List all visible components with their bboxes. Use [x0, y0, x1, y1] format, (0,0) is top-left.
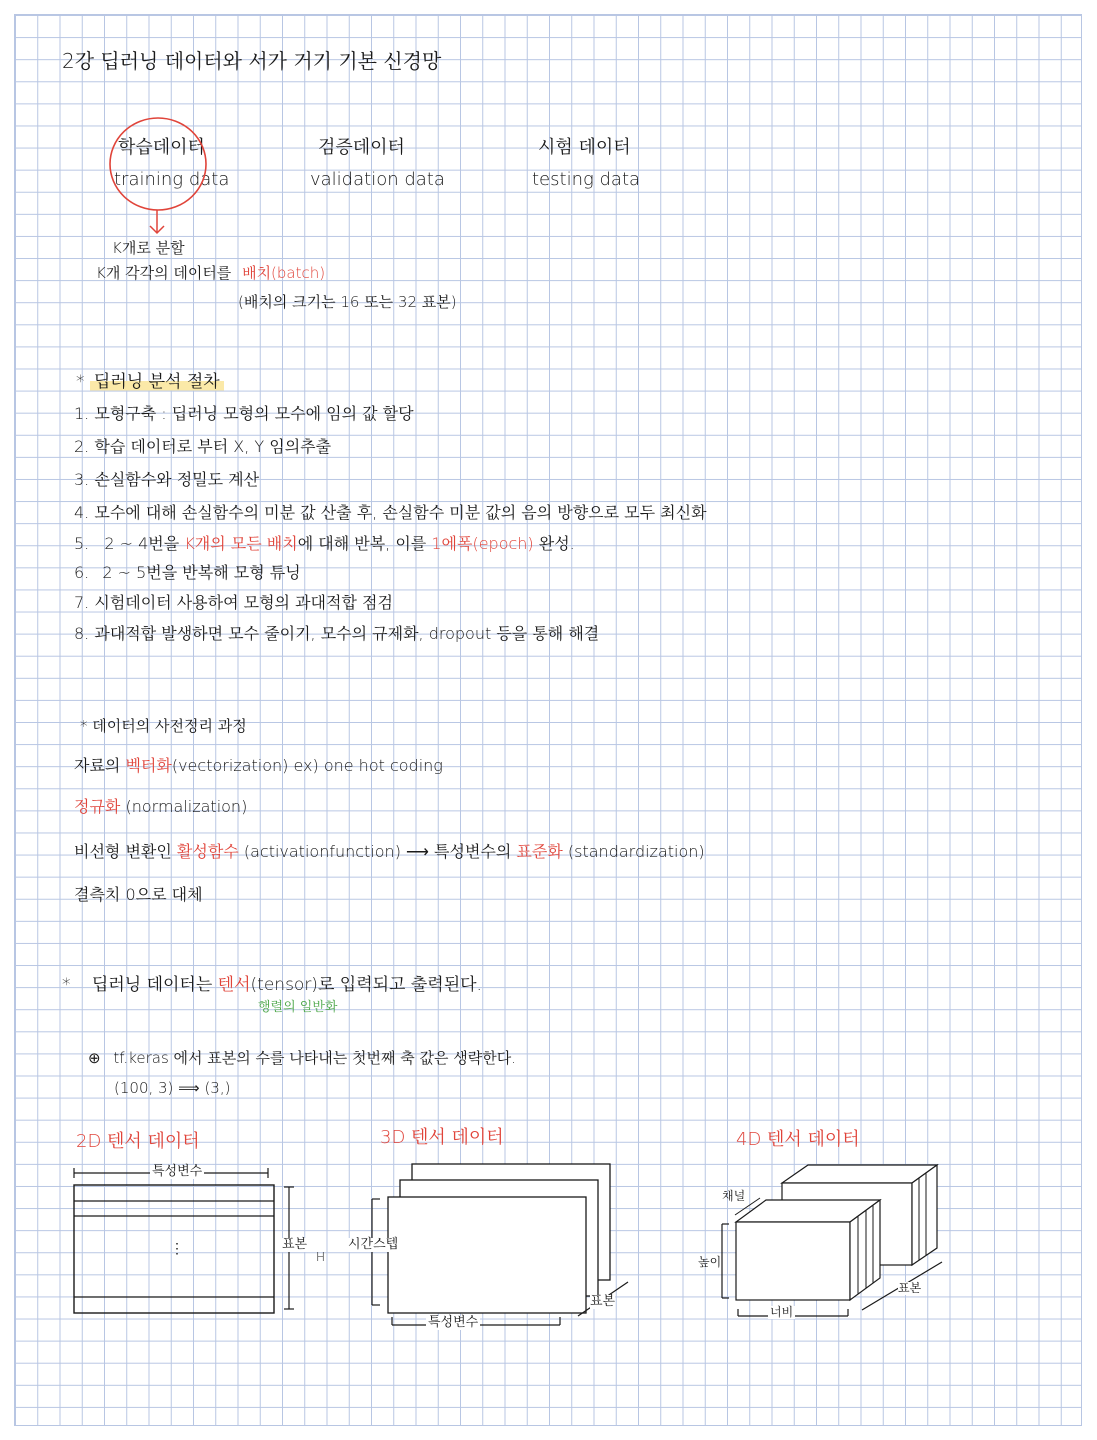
training-english: training data	[114, 169, 230, 190]
diagram-4d-sample: 표본	[898, 1281, 922, 1295]
procedure-step-6: 6. 2 ~ 5번을 반복해 모형 튜닝	[74, 563, 301, 582]
diagram-2d-sample: 표본	[282, 1237, 308, 1252]
diagram-3d-feature: 특성변수	[428, 1315, 479, 1330]
split-line3: (배치의 크기는 16 또는 32 표본)	[238, 293, 457, 311]
preprocess-activation: 비선형 변환인 활성함수 (activationfunction) ⟶ 특성변수의 표준화 (standardization)	[74, 842, 705, 861]
diagram-3d-sample: 표본	[590, 1294, 616, 1309]
procedure-step-5: 5. 2 ~ 4번을 K개의 모든 배치에 대해 반복, 이를 1에폭(epoch) 완성.	[74, 534, 575, 553]
validation-english: validation data	[310, 169, 445, 190]
tensor-keras-note: ⊕ tf.keras 에서 표본의 수를 나타내는 첫번째 축 값은 생략한다.	[88, 1049, 516, 1067]
diagram-4d-channel: 채널	[722, 1189, 746, 1203]
procedure-step-7: 7. 시험데이터 사용하여 모형의 과대적합 점검	[74, 593, 393, 612]
procedure-step-4: 4. 모수에 대해 손실함수의 미분 값 산출 후, 손실함수 미분 값의 음의 방향으로 모두 최신화	[74, 503, 707, 522]
diagram-4d-height: 높이	[698, 1255, 722, 1269]
preprocess-normalization: 정규화 (normalization)	[74, 797, 248, 816]
split-line1: K개로 분할	[112, 239, 185, 257]
procedure-step-8: 8. 과대적합 발생하면 모수 줄이기, 모수의 규제화, dropout 등을 통해 해결	[74, 624, 600, 643]
diagram-4d-width: 너비	[770, 1305, 794, 1319]
preprocess-missing: 결측치 0으로 대체	[74, 885, 203, 904]
tensor-shape-example: (100, 3) ⟹ (3,)	[114, 1079, 231, 1097]
diagram-3d-time: 시간스텝	[348, 1237, 399, 1252]
tensor-note: 행렬의 일반화	[258, 1000, 338, 1015]
diagram-4d-title: 4D 텐서 데이터	[736, 1129, 860, 1150]
diagram-2d-title: 2D 텐서 데이터	[76, 1131, 200, 1152]
diagram-3d-title: 3D 텐서 데이터	[380, 1127, 504, 1148]
preprocess-vectorization: 자료의 벡터화(vectorization) ex) one hot coding	[74, 756, 443, 775]
page-title: 2강 딥러닝 데이터와 서가 거기 기본 신경망	[62, 49, 442, 73]
diagram-2d-dots: ⋮	[170, 1241, 184, 1257]
diagram-2d-hmark: H	[316, 1250, 326, 1264]
split-line2: K개 각각의 데이터를 배치(batch)	[96, 264, 326, 282]
validation-korean: 검증데이터	[318, 137, 405, 158]
procedure-heading: * 딥러닝 분석 절차	[76, 373, 224, 392]
preprocess-heading: * 데이터의 사전정리 과정	[80, 717, 247, 735]
procedure-step-3: 3. 손실함수와 정밀도 계산	[74, 470, 260, 489]
training-korean: 학습데이터	[118, 137, 205, 158]
testing-english: testing data	[532, 169, 641, 190]
procedure-step-1: 1. 모형구축 : 딥러닝 모형의 모수에 임의 값 할당	[74, 404, 414, 423]
procedure-step-2: 2. 학습 데이터로 부터 X, Y 임의추출	[74, 437, 332, 456]
testing-korean: 시험 데이터	[538, 137, 631, 158]
diagram-2d-feature: 특성변수	[152, 1164, 203, 1179]
tensor-line: * 딥러닝 데이터는 텐서(tensor)로 입력되고 출력된다.	[62, 975, 482, 995]
